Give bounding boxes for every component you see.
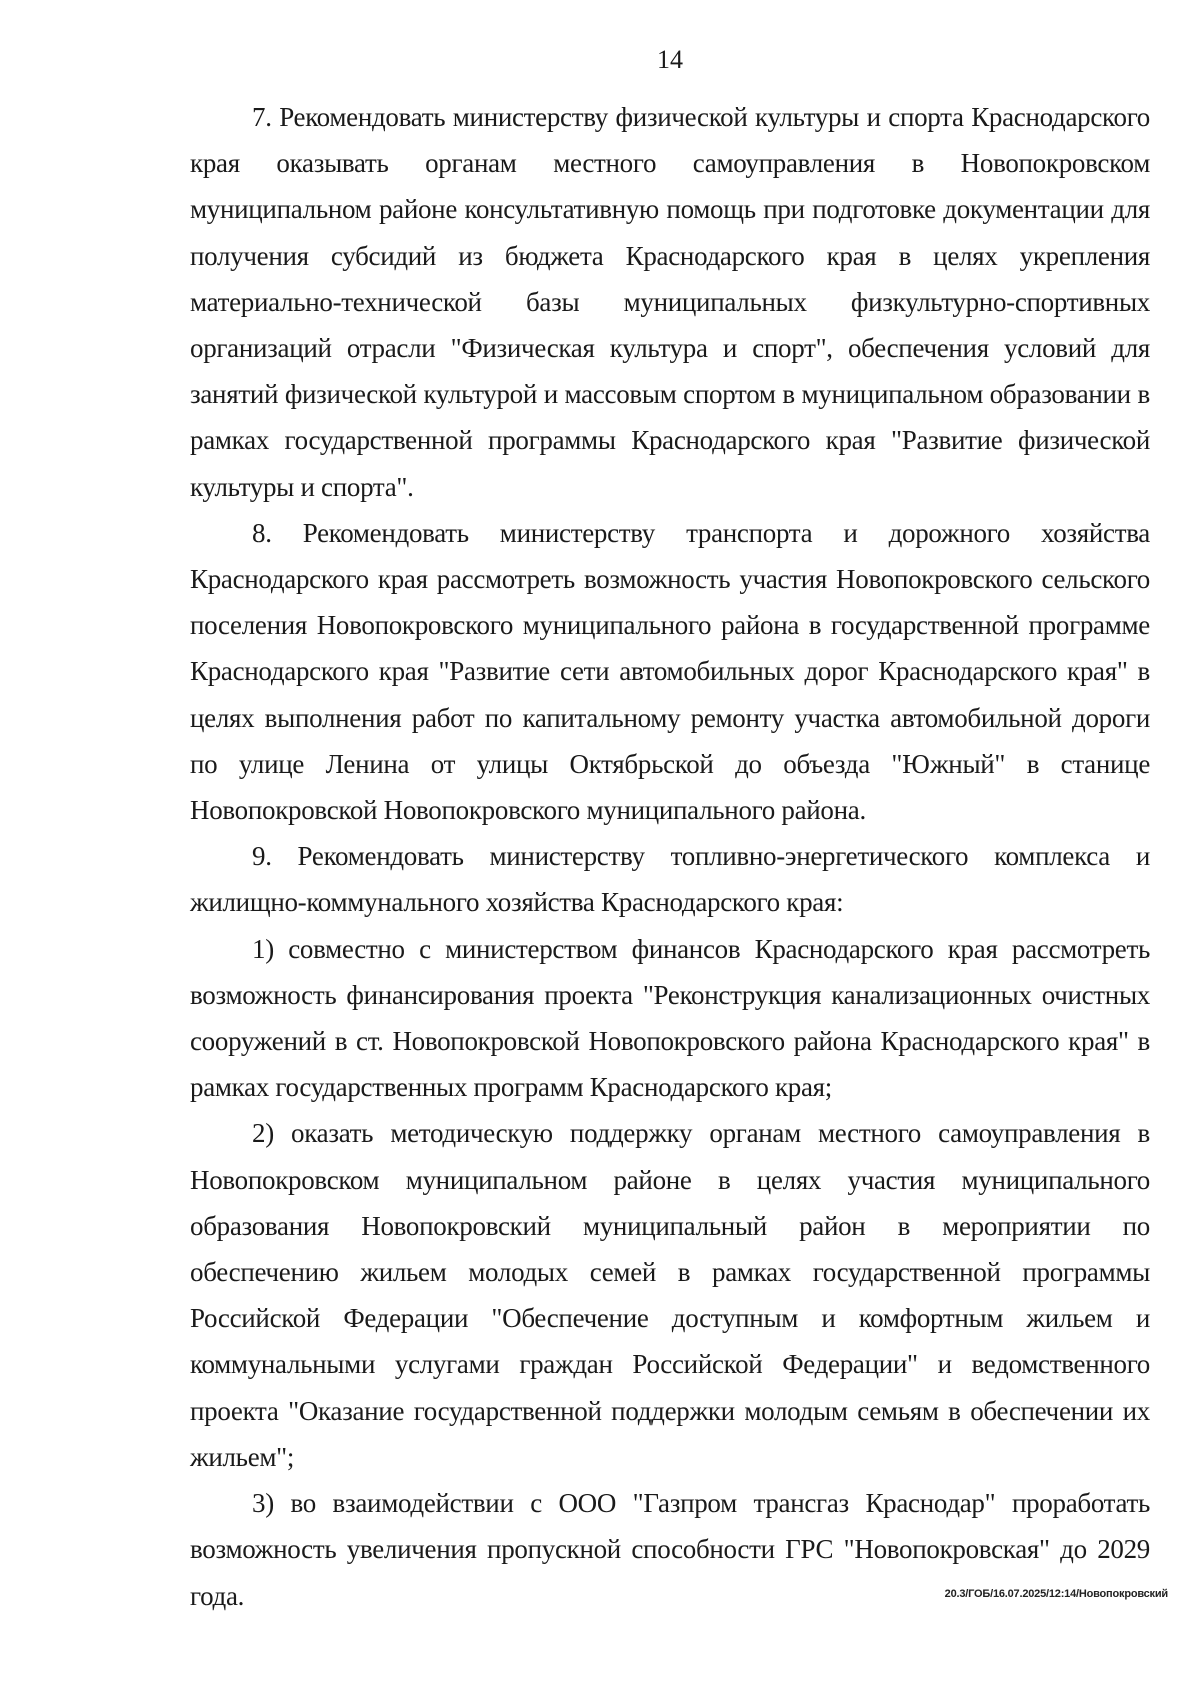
subparagraph-item-3: 3) во взаимодействии с ООО "Газпром трансгаз Краснодар" проработать возможность увеличения пропускной способности ГРС "Новопокровская" до 2029 года.: [190, 1488, 1150, 1611]
paragraph-item-8: 8. Рекомендовать министерству транспорта и дорожного хозяйства Краснодарского края рассмотреть возможность участия Новопокровского сельского поселения Новопокровского муниципального района в государственной программе Краснодарского края "Развитие сети автомобильных дорог Краснодарского края" в целях выполнения работ по капитальному ремонту участка автомобильной дороги по улице Ленина от улицы Октябрьской до объезда "Южный" в станице Новопокровской Новопокровского муниципального района.: [190, 517, 1150, 826]
subparagraph-item-2: 2) оказать методическую поддержку органам местного самоуправления в Новопокровском муниципальном районе в целях участия муниципального образования Новопокровский муниципальный район в мероприятии по обеспечению жильем молодых семей в рамках государственной программы Российской Федерации "Обеспечение доступным и комфортным жильем и коммунальными услугами граждан Российской Федерации" и ведомственного проекта "Оказание государственной поддержки молодым семьям в обеспечении их жильем";: [190, 1118, 1150, 1472]
page-number: 14: [657, 45, 683, 74]
subparagraph-item-1: 1) совместно с министерством финансов Краснодарского края рассмотреть возможность финансирования проекта "Реконструкция канализационных очистных сооружений в ст. Новопокровской Новопокровского района Краснодарского края" в рамках государственных программ Краснодарского края;: [190, 933, 1150, 1103]
document-body: [190, 94, 1150, 1619]
paragraph-item-9: 9. Рекомендовать министерству топливно-энергетического комплекса и жилищно-коммунального хозяйства Краснодарского края:: [190, 841, 1150, 918]
paragraph-item-7: 7. Рекомендовать министерству физической культуры и спорта Краснодарского края оказывать органам местного самоуправления в Новопокровском муниципальном районе консультативную помощь при подготовке документации для получения субсидий из бюджета Краснодарского края в целях укрепления материально-технической базы муниципальных физкультурно-спортивных организаций отрасли "Физическая культура и спорт", обеспечения условий для занятий физической культурой и массовым спортом в муниципальном образовании в рамках государственной программы Краснодарского края "Развитие физической культуры и спорта".: [190, 102, 1150, 502]
document-registration-code: 20.3/ГОБ/16.07.2025/12:14/Новопокровский: [944, 1588, 1168, 1600]
